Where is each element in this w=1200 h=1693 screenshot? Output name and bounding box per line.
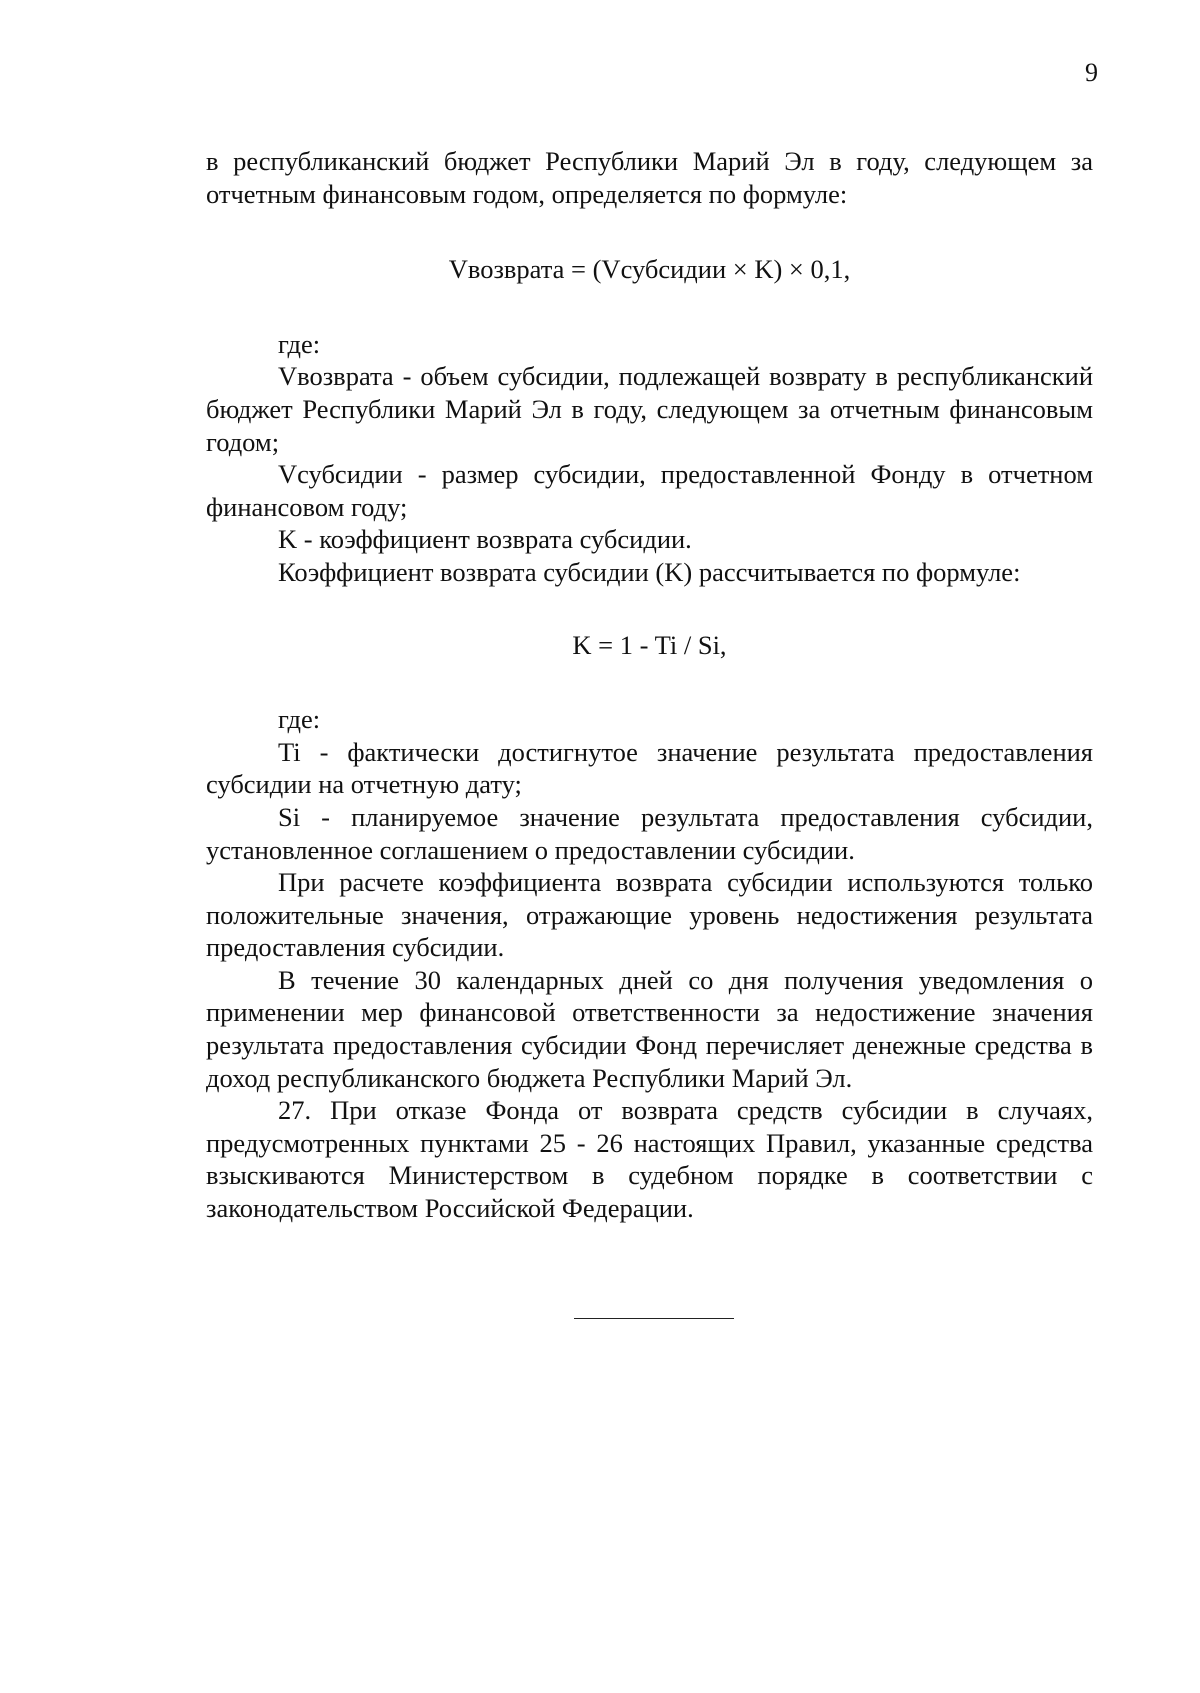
k-formula: K = 1 - Ti / Si, xyxy=(572,629,727,660)
return-volume-formula: Vвозврата = (Vсубсидии × K) × 0,1, xyxy=(448,254,851,285)
definition-ti: Ti - фактически достигнутое значение результата предоставления субсидии на отчетную дату; xyxy=(206,736,1093,800)
where-label-2: где: xyxy=(278,704,321,735)
definition-si: Si - планируемое значение результата предоставления субсидии, установленное соглашением о предоставлении субсидии. xyxy=(206,801,1093,865)
thirty-days-paragraph: В течение 30 календарных дней со дня получения уведомления о применении мер финансовой ответственности за недостижение значения результата предоставления субсидии Фонд перечисляет денежные средства в доход республиканского бюджета Республики Марий Эл. xyxy=(206,964,1093,1093)
where-label-1: где: xyxy=(278,328,321,359)
item-27-paragraph: 27. При отказе Фонда от возврата средств субсидии в случаях, предусмотренных пунктами 25 - 26 настоящих Правил, указанные средства взыскиваются Министерством в судебном порядке в соответствии с законодательством Российской Федерации. xyxy=(206,1095,1093,1224)
definition-v-return: Vвозврата - объем субсидии, подлежащей возврату в республиканский бюджет Республики Марий Эл в году, следующем за отчетным финансовым годом; xyxy=(206,361,1093,457)
end-of-document-line xyxy=(574,1318,734,1319)
definition-v-subsidy: Vсубсидии - размер субсидии, предоставленной Фонду в отчетном финансовом году; xyxy=(206,459,1093,522)
page-number: 9 xyxy=(1085,58,1098,87)
positive-values-paragraph: При расчете коэффициента возврата субсидии используются только положительные значения, отражающие уровень недостижения результата предоставления субсидии. xyxy=(206,867,1093,963)
intro-paragraph: в республиканский бюджет Республики Марий Эл в году, следующем за отчетным финансовым годом, определяется по формуле: xyxy=(206,146,1093,209)
k-calculation-paragraph: Коэффициент возврата субсидии (K) рассчитывается по формуле: xyxy=(278,556,1021,587)
document-body xyxy=(206,145,1093,1225)
definition-k: K - коэффициент возврата субсидии. xyxy=(278,524,692,555)
